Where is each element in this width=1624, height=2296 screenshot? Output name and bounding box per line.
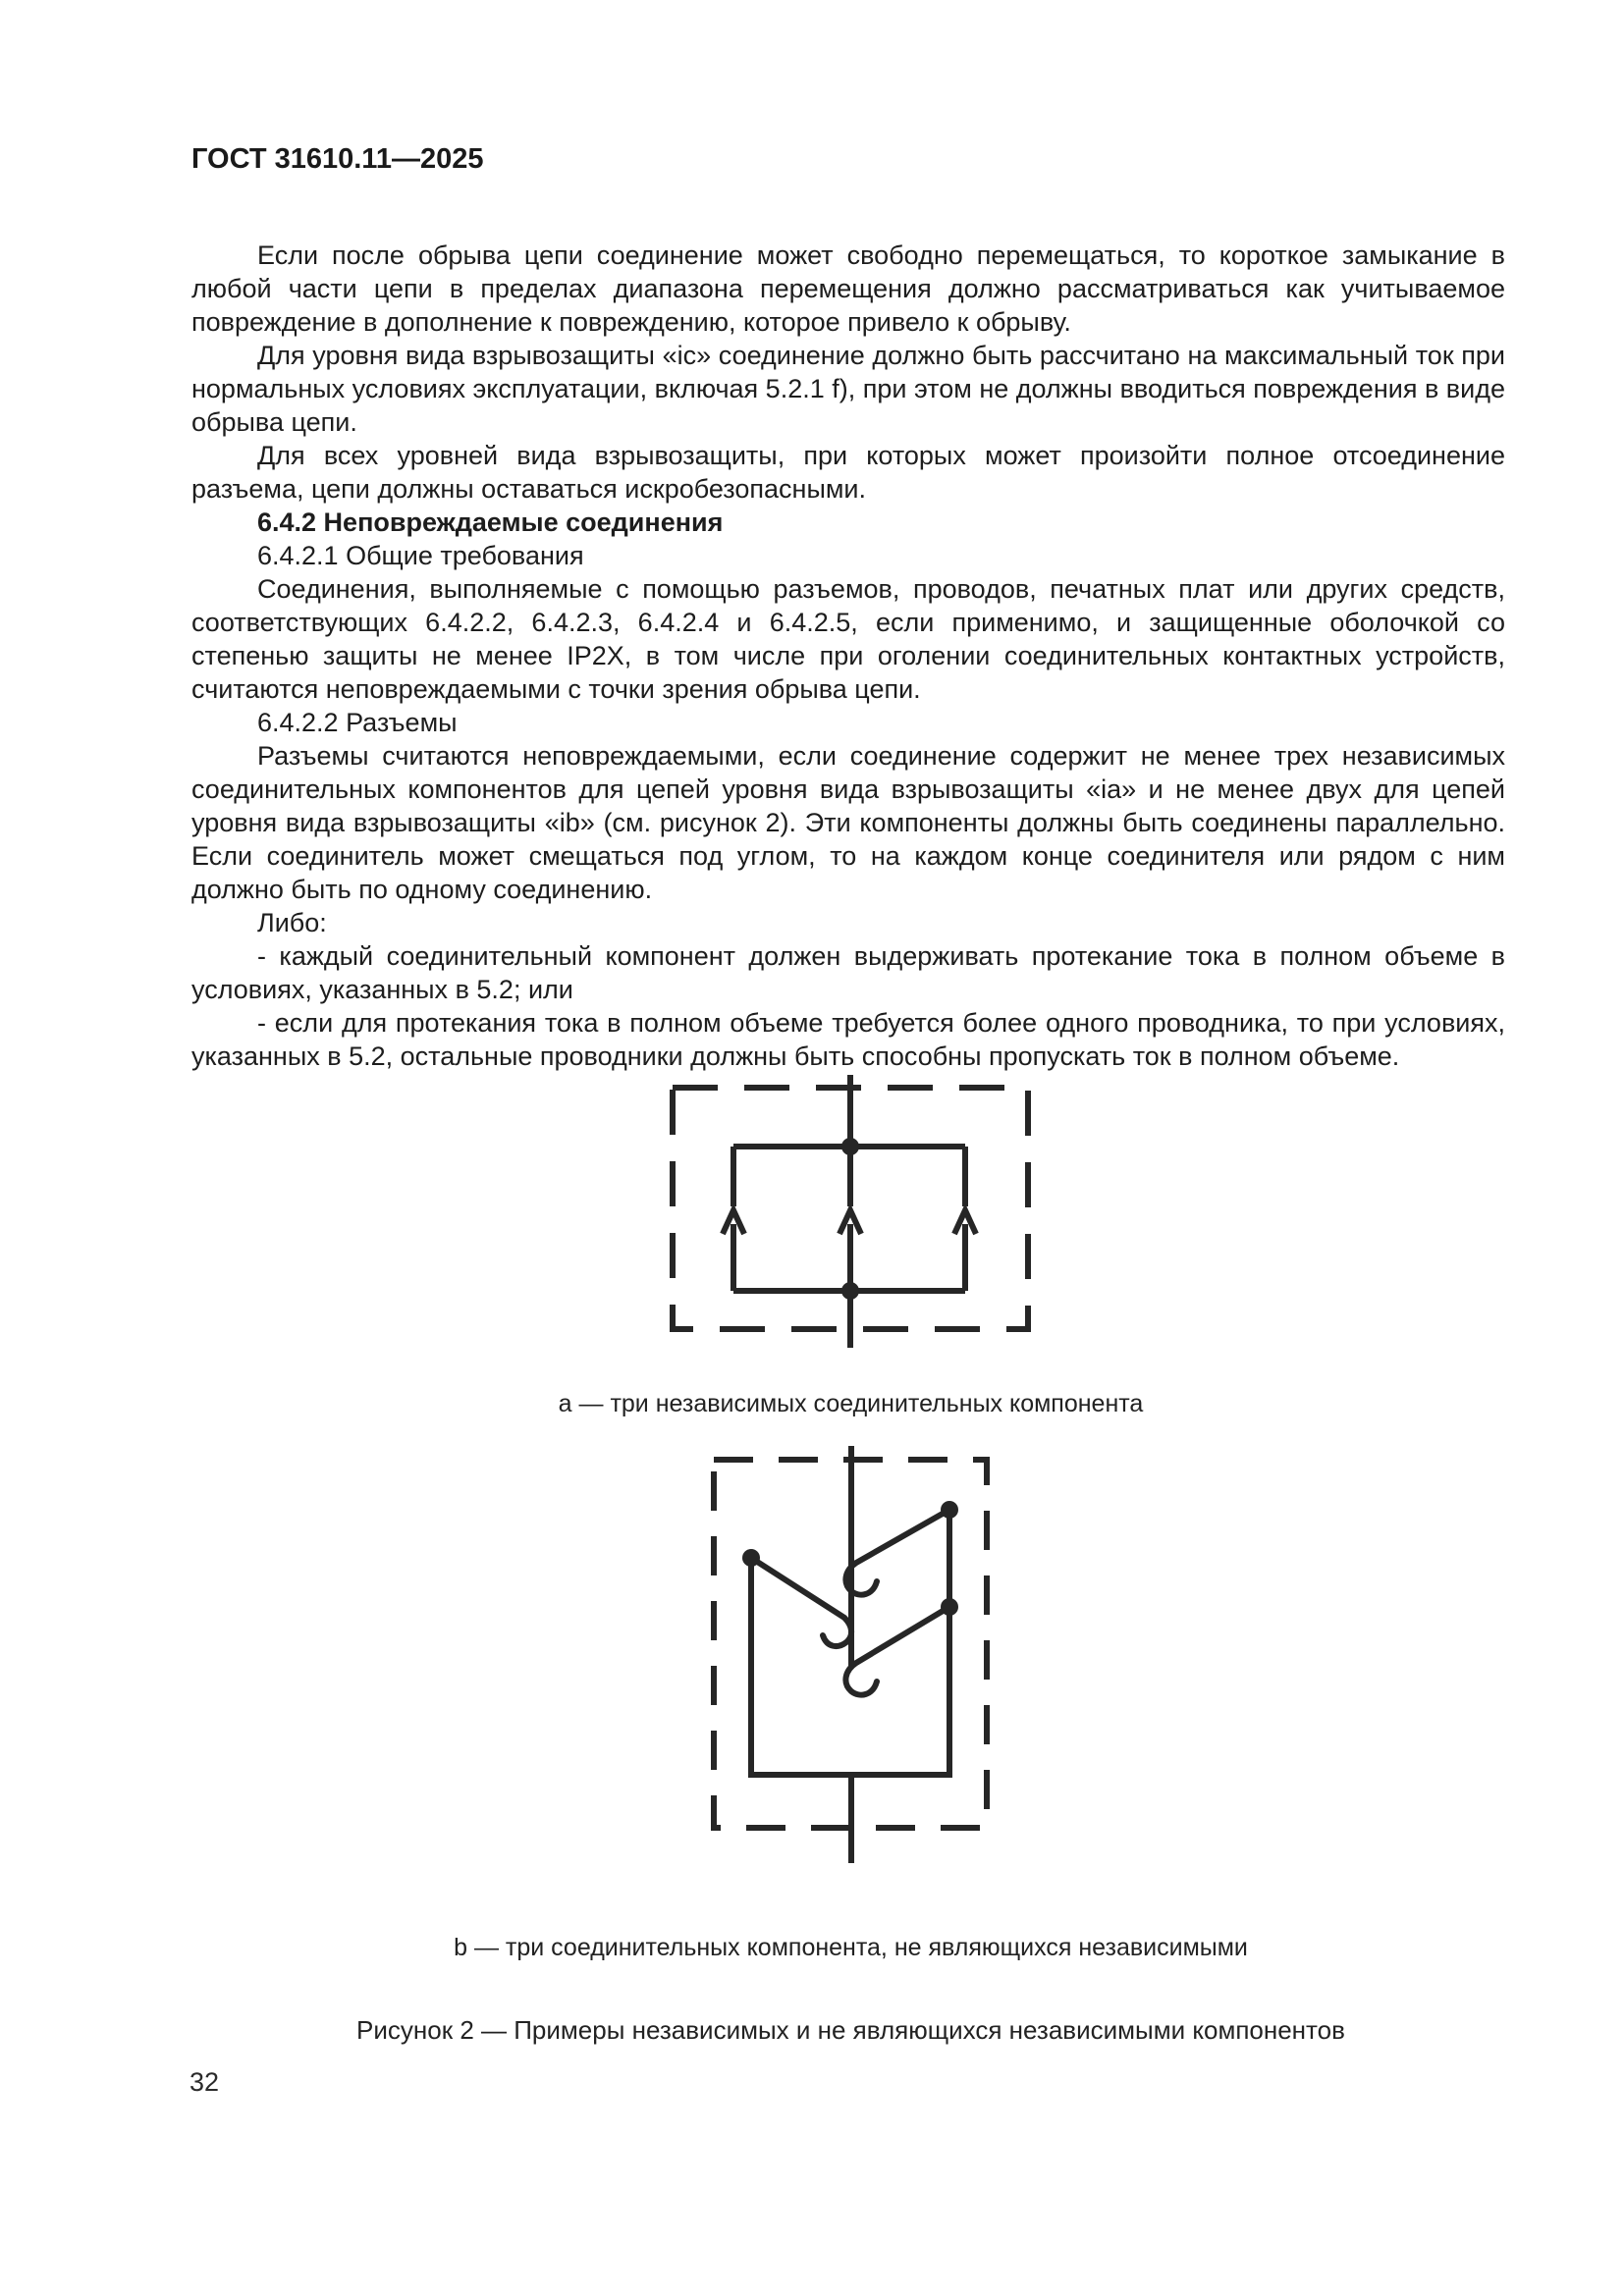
junction-dot [841,1138,859,1155]
subsection-heading: 6.4.2.2 Разъемы [257,708,458,737]
hooked-wire [845,1510,949,1595]
paragraph: Либо: [257,908,327,937]
paragraph: Разъемы считаются неповреждаемыми, если соединение содержит не менее трех независимых соединительных компонентов для цепей уровня вида взрывозащиты «ia» и не менее двух для цепей уровня вида взрывозащиты «ib» (см. рисунок 2). Эти компоненты должны быть соединены параллельно. Если соединитель может смещаться под углом, то на каждом конце соединителя или рядом с ним должно быть по одному соединению. [191,741,1505,904]
list-item: - если для протекания тока в полном объеме требуется более одного проводника, то при условиях, указанных в 5.2, остальные проводники должны быть способны пропускать ток в полном объеме. [191,1008,1505,1071]
figure-caption-b: b — три соединительных компонента, не являющихся независимыми [454,1934,1248,1961]
enclosure-dashed-box [714,1460,987,1828]
junction-dot [941,1598,958,1616]
figure-caption: Рисунок 2 — Примеры независимых и не являющихся независимыми компонентов [356,2015,1345,2045]
paragraph: Если после обрыва цепи соединение может свободно перемещаться, то короткое замыкание в любой части цепи в пределах диапазона перемещения должно рассматриваться как учитываемое повреждение в дополнение к повреждению, которое привело к обрыву. [191,240,1505,337]
figure-caption-a: а — три независимых соединительных компонента [558,1390,1144,1417]
paragraph: Для уровня вида взрывозащиты «ic» соединение должно быть рассчитано на максимальный ток при нормальных условиях эксплуатации, включая 5.2.1 f), при этом не должны вводиться повреждения в виде обрыва цепи. [191,341,1505,437]
hooked-wire [845,1607,949,1695]
arrow-up-icon [954,1210,976,1234]
diagram-a-independent-components [673,1075,1028,1348]
arrow-up-icon [723,1210,744,1234]
junction-dot [841,1282,859,1300]
arrow-up-icon [839,1210,861,1234]
paragraph: Соединения, выполняемые с помощью разъемов, проводов, печатных плат или других средств, соответствующих 6.4.2.2, 6.4.2.3, 6.4.2.4 и 6.4.2.5, если применимо, и защищенные оболочкой со степенью защиты не менее IP2X, в том числе при оголении соединительных контактных устройств, считаются неповреждаемыми с точки зрения обрыва цепи. [191,574,1505,704]
subsection-heading: 6.4.2.1 Общие требования [257,541,584,570]
junction-dot [742,1549,760,1567]
diagram-b-non-independent-components [714,1446,987,1863]
enclosure-dashed-box [673,1088,1028,1329]
paragraph: Для всех уровней вида взрывозащиты, при которых может произойти полное отсоединение разъема, цепи должны оставаться искробезопасными. [191,441,1505,504]
body-text [191,239,1505,1073]
hooked-wire [751,1558,851,1646]
list-item: - каждый соединительный компонент должен выдерживать протекание тока в полном объеме в условиях, указанных в 5.2; или [191,941,1505,1004]
section-heading: 6.4.2 Неповреждаемые соединения [257,507,724,537]
junction-dot [941,1501,958,1519]
page-number: 32 [189,2067,220,2097]
document-number: ГОСТ 31610.11—2025 [191,143,484,175]
